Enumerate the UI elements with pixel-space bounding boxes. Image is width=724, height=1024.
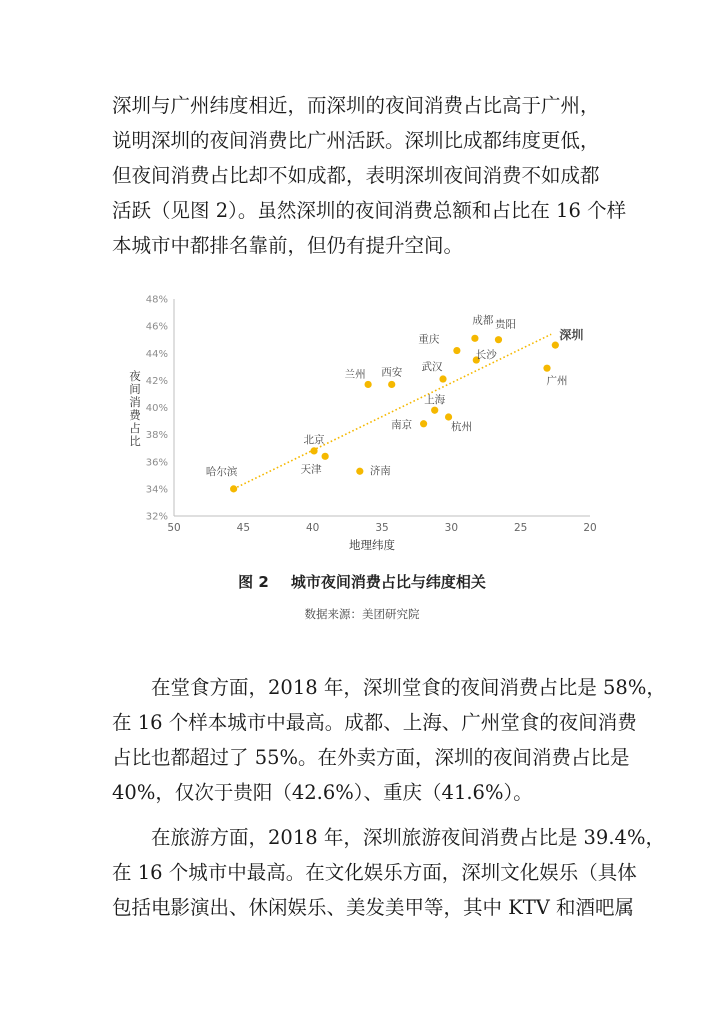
x-tick-label: 40: [305, 522, 320, 534]
figure-number: 图 2: [238, 573, 269, 591]
x-tick-label: 30: [444, 522, 459, 534]
data-point: [322, 453, 329, 460]
point-label: 成都: [472, 314, 494, 327]
text-line: 在旅游方面，2018 年，深圳旅游夜间消费占比是 39.4%，: [151, 826, 665, 849]
point-label: 济南: [369, 465, 391, 478]
point-label: 北京: [303, 433, 325, 446]
data-point: [552, 342, 559, 349]
point-label: 长沙: [475, 349, 497, 362]
data-point: [453, 347, 460, 354]
y-tick-label: 44%: [145, 348, 168, 360]
x-tick-label: 45: [236, 522, 251, 534]
figure-caption: [0, 571, 724, 592]
y-tick-label: 32%: [145, 511, 168, 523]
paragraph-dine-in: [112, 670, 666, 810]
data-point: [420, 420, 427, 427]
text-line: 活跃（见图 2）。虽然深圳的夜间消费总额和占比在 16 个样: [112, 199, 627, 222]
y-axis-title: 夜间消费占比: [129, 369, 141, 448]
x-tick-label: 35: [375, 522, 389, 534]
y-tick-label: 34%: [145, 484, 168, 496]
text-line: 在 16 个城市中最高。在文化娱乐方面，深圳文化娱乐（具体: [112, 861, 637, 884]
text-line: 但夜间消费占比却不如成都，表明深圳夜间消费不如成都: [112, 164, 600, 187]
x-axis-title: 地理纬度: [349, 538, 395, 552]
point-label: 南京: [391, 418, 413, 431]
y-tick-label: 46%: [145, 321, 168, 333]
point-label: 杭州: [451, 420, 473, 433]
data-point: [388, 381, 395, 388]
y-tick-label: 48%: [145, 294, 168, 306]
text-line: 占比也都超过了 55%。在外卖方面，深圳的夜间消费占比是: [112, 746, 630, 769]
figure-source: 数据来源：美团研究院: [304, 607, 420, 621]
y-tick-label: 40%: [145, 403, 168, 414]
text-line: 说明深圳的夜间消费比广州活跃。深圳比成都纬度更低，: [112, 129, 600, 152]
data-point: [230, 485, 237, 492]
text-line: 40%，仅次于贵阳（42.6%）、重庆（41.6%）。: [112, 781, 533, 804]
text-line: 包括电影演出、休闲娱乐、美发美甲等，其中 KTV 和酒吧属: [112, 896, 635, 919]
paragraph-latitude-comparison: [112, 88, 627, 263]
point-label: 兰州: [344, 368, 366, 381]
point-label: 深圳: [559, 328, 584, 343]
figure-title: 城市夜间消费占比与纬度相关: [290, 573, 486, 591]
text-line: 在堂食方面，2018 年，深圳堂食的夜间消费占比是 58%，: [151, 676, 666, 699]
x-tick-label: 20: [583, 522, 597, 534]
data-point: [495, 336, 502, 343]
point-label: 上海: [424, 394, 446, 407]
point-label: 贵阳: [494, 318, 516, 331]
point-label: 西安: [381, 366, 403, 379]
data-point: [365, 381, 372, 388]
text-line: 在 16 个样本城市中最高。成都、上海、广州堂食的夜间消费: [112, 711, 637, 734]
scatter-chart: [112, 286, 612, 561]
x-tick-label: 50: [167, 522, 181, 534]
text-line: 深圳与广州纬度相近，而深圳的夜间消费占比高于广州，: [112, 94, 600, 117]
y-tick-label: 42%: [145, 375, 168, 387]
data-point: [431, 407, 438, 414]
y-tick-label: 38%: [145, 430, 168, 442]
y-tick-label: 36%: [145, 457, 168, 469]
point-label: 重庆: [418, 333, 440, 346]
paragraph-tourism: [112, 820, 665, 925]
point-label: 武汉: [421, 361, 443, 374]
point-label: 天津: [300, 463, 322, 476]
data-point: [445, 413, 452, 420]
data-point: [310, 447, 317, 454]
x-tick-label: 25: [513, 522, 528, 534]
data-point: [543, 365, 550, 372]
data-point: [356, 468, 363, 475]
data-point: [471, 335, 478, 342]
text-line: 本城市中都排名靠前，但仍有提升空间。: [112, 234, 464, 257]
data-point: [439, 375, 446, 382]
trendline: [234, 334, 552, 489]
point-label: 哈尔滨: [205, 465, 238, 478]
point-label: 广州: [546, 375, 568, 388]
